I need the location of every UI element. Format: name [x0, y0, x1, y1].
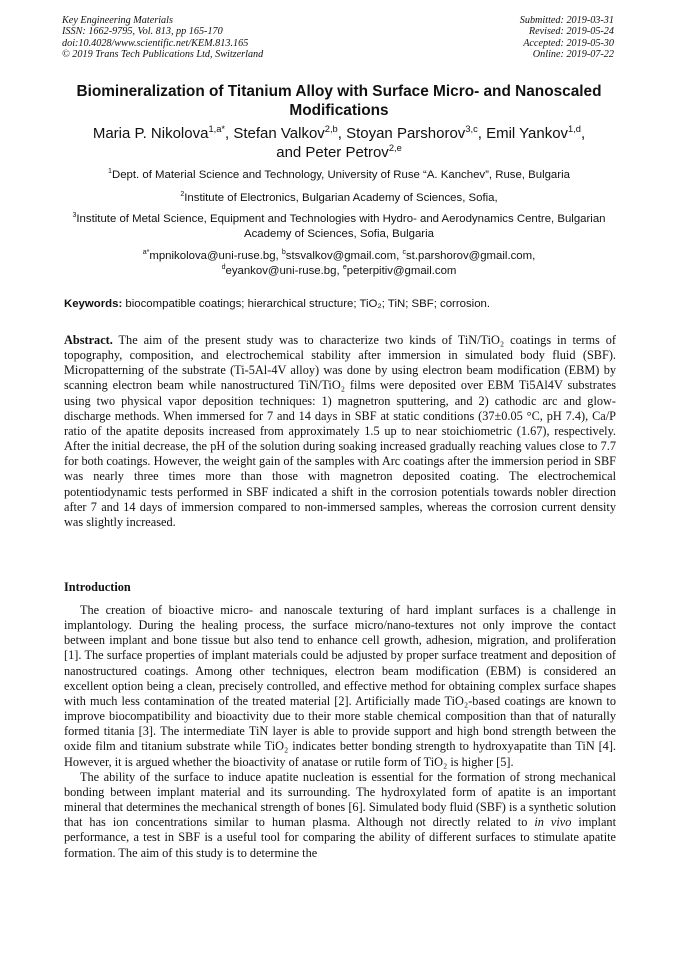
affiliation-1: $^1$Dept. of Material Science and Technology, University of Ruse “A. Kanchev”, Ruse, Bulgaria — [108, 168, 570, 181]
date-revised: Revised: 2019-05-24 — [528, 26, 614, 38]
intro-paragraph-2: The ability of the surface to induce apatite nucleation is essential for the formation of strong mechanical bonding between implant material and its surrounding. The hydroxylated form of apatite is an important mineral that determines the mechanical strength of bones [6]. Simulated body fluid (SBF) is a synthetic solution that has ion concentrations similar to human plasma. Although not directly related to in vivo implant performance, a test in SBF is a useful tool for comparing the ability of different surfaces to stimulate apatite formation. The aim of this study is to determine the — [64, 769, 616, 860]
email-c[interactable]: $^c$st.parshorov@gmail.com — [402, 249, 533, 262]
affiliation-2: $^2$Institute of Electronics, Bulgarian Academy of Sciences, Sofia, — [180, 191, 498, 204]
email-b[interactable]: $^b$stsvalkov@gmail.com — [281, 249, 397, 262]
author-4: Emil Yankov$^{1,d}$, — [486, 124, 586, 142]
abstract-text: The aim of the present study was to characterize two kinds of TiN/TiO₂ coatings in terms of topography, composition, and electrochemical stability after immersion in simulated body fluid (SBF). Micropatterning of the substrate (Ti-5Al-4V alloy) was done by using electron beam modification (EBM) by scanning electron beam while nanostructured TiN/TiO₂ films were deposited over EBM Ti5Al4V substrates using two physical vapor deposition techniques: 1) magnetron sputtering, and 2) cathodic arc and glow-discharge methods. When immersed for 7 and 14 days in SBF at static conditions (37±0.05 °C, pH 7.4), Ca/P ratio of the apatite deposits increased from approximately 1.5 up to near stoichiometric (1.67), respectively. After the initial decrease, the pH of the solution during soaking increased gradually reaching values close to 7.7 for both coatings. However, the weight gain of the samples with Arc coatings after the immersion period in SBF was nearly three times more than those with magnetron deposited coating. The electrochemical potentiodynamic tests performed in SBF indicated a shift in the corrosion potentials towards nobler direction after 7 and 14 days of immersion compared to non-immersed samples, whereas the corrosion current density was slightly increased. — [64, 333, 616, 529]
author-2: Stefan Valkov$^{2,b}$, — [233, 124, 347, 142]
keywords — [64, 297, 616, 312]
introduction-body — [64, 603, 616, 861]
author-emails: $^{a*}$mpnikolova@uni-ruse.bg, $^b$stsvalkov@gmail.com, $^c$st.parshorov@gmail.com, $^d$eyankov@uni-ruse.bg, $^e$peterpitiv@gmail.com — [142, 249, 536, 277]
keywords-text: biocompatible coatings; hierarchical structure; TiO₂; TiN; SBF; corrosion. — [125, 298, 491, 310]
email-e[interactable]: $^e$peterpitiv@gmail.com — [342, 264, 457, 277]
abstract — [64, 333, 616, 530]
keywords-label: Keywords: — [64, 298, 123, 310]
affiliation-3: $^3$Institute of Metal Science, Equipment and Technologies with Hydro- and Aerodynamics Centre, Bulgarian Academy of Sciences, Sofia, Bulgaria — [72, 212, 606, 240]
introduction-heading: Introduction — [64, 580, 131, 594]
date-submitted: Submitted: 2019-03-31 — [519, 15, 614, 26]
journal-name: Key Engineering Materials — [62, 15, 173, 26]
journal-issn: ISSN: 1662-9795, Vol. 813, pp 165-170 — [62, 26, 223, 38]
paper-title: Biomineralization of Titanium Alloy with Surface Micro- and Nanoscaled Modifications — [76, 83, 602, 119]
email-d[interactable]: $^d$eyankov@uni-ruse.bg — [221, 264, 337, 277]
abstract-label: Abstract. — [64, 333, 113, 347]
journal-copyright: © 2019 Trans Tech Publications Ltd, Switzerland — [62, 49, 264, 61]
journal-doi[interactable]: doi:10.4028/www.scientific.net/KEM.813.165 — [62, 37, 249, 49]
author-1: Maria P. Nikolova$^{1,a*}$, — [92, 124, 234, 142]
journal-info — [62, 15, 263, 61]
author-list — [40, 124, 638, 162]
date-accepted: Accepted: 2019-05-30 — [523, 37, 614, 49]
author-3: Stoyan Parshorov$^{3,c}$, — [346, 124, 487, 142]
date-online: Online: 2019-07-22 — [532, 49, 614, 61]
intro-paragraph-1: The creation of bioactive micro- and nanoscale texturing of hard implant surfaces is a challenge in implantology. During the healing process, the surface micro/nano-textures not only improve the contact between implant and bone tissue but also tend to enhance cell growth, adhesion, migration, and proliferation [1]. The surface properties of implant materials could be adjusted by proper surface treatment and deposition of nanostructured coatings. Among other techniques, electron beam modification (EBM) is considered an excellent option being a clean, precisely controlled, and effective method for obtaining complex surface shapes with much less contamination of the treated material [2]. Artificially made TiO₂-based coatings are known to improve biocompatibility and bioactivity due to their more stable chemical composition than that of naturally formed titania [3]. The intermediate TiN layer is able to provide support and high bond strength between the oxide film and titanium substrate while TiO₂ indicates better bonding strength to hydroxyapatite than TiN [4]. However, it is argued whether the bioactivity of anatase or rutile form of TiO₂ is higher [5]. — [64, 603, 616, 769]
publication-dates — [520, 15, 614, 61]
email-a[interactable]: $^{a*}$mpnikolova@uni-ruse.bg — [142, 249, 276, 262]
author-5: and Peter Petrov$^{2,e}$ — [276, 143, 402, 161]
